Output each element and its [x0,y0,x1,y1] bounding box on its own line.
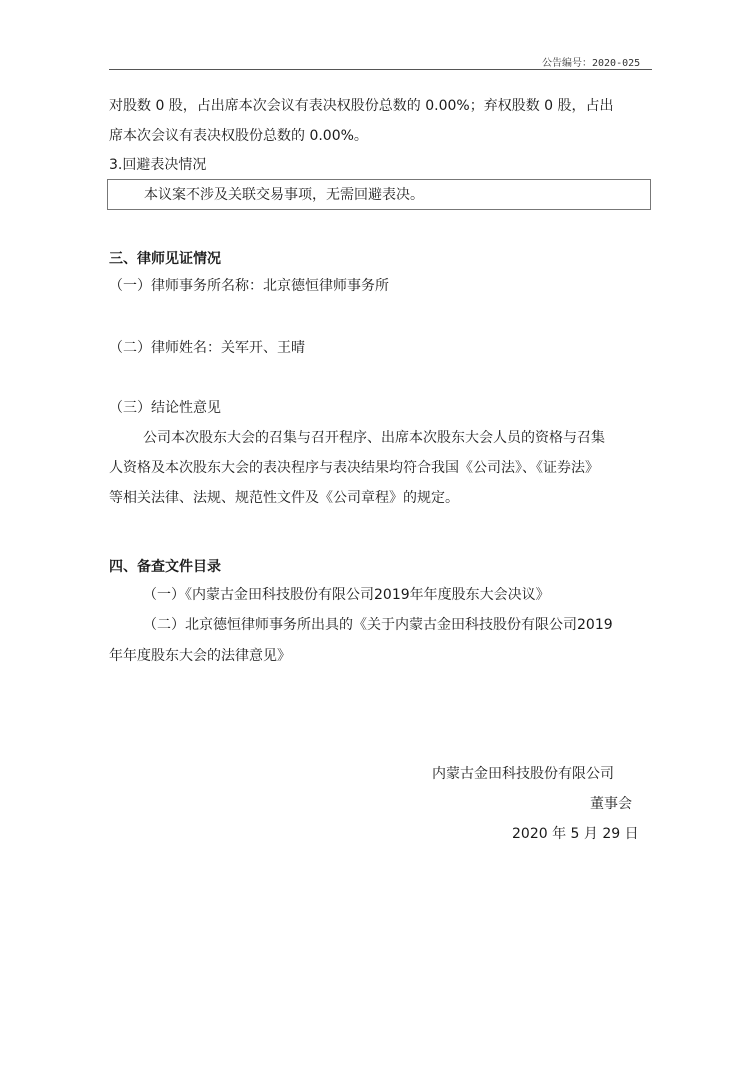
header-rule [109,69,652,70]
recusal-section-title: 3.回避表决情况 [109,157,207,173]
signature-date: 2020 年 5 月 29 日 [512,826,639,842]
conclusion-line-1: 公司本次股东大会的召集与召开程序、出席本次股东大会人员的资格与召集 [143,430,605,446]
conclusion-title: （三）结论性意见 [109,400,221,416]
conclusion-line-2: 人资格及本次股东大会的表决程序与表决结果均符合我国《公司法》、《证券法》 [109,460,599,476]
conclusion-line-3: 等相关法律、法规、规范性文件及《公司章程》的规定。 [109,490,459,506]
lawyer-names: （二）律师姓名：关军开、王晴 [109,340,305,356]
voting-text-line-2: 席本次会议有表决权股份总数的 0.00%。 [109,128,368,144]
signature-board: 董事会 [590,796,632,812]
recusal-box [107,179,651,210]
voting-text-line-1: 对股数 0 股，占出席本次会议有表决权股份总数的 0.00%；弃权股数 0 股，占出 [109,98,614,114]
documents-section-heading: 四、备查文件目录 [109,559,221,575]
recusal-box-text: 本议案不涉及关联交易事项，无需回避表决。 [144,187,424,203]
document-item-1: （一）《内蒙古金田科技股份有限公司2019年年度股东大会决议》 [143,587,550,603]
law-firm-name: （一）律师事务所名称：北京德恒律师事务所 [109,278,389,294]
signature-company: 内蒙古金田科技股份有限公司 [432,766,614,782]
document-item-2-line-2: 年年度股东大会的法律意见》 [109,648,291,664]
lawyer-section-heading: 三、律师见证情况 [109,251,221,267]
document-item-2-line-1: （二）北京德恒律师事务所出具的《关于内蒙古金田科技股份有限公司2019 [143,617,613,633]
document-number: 公告编号：2020-025 [542,58,641,69]
